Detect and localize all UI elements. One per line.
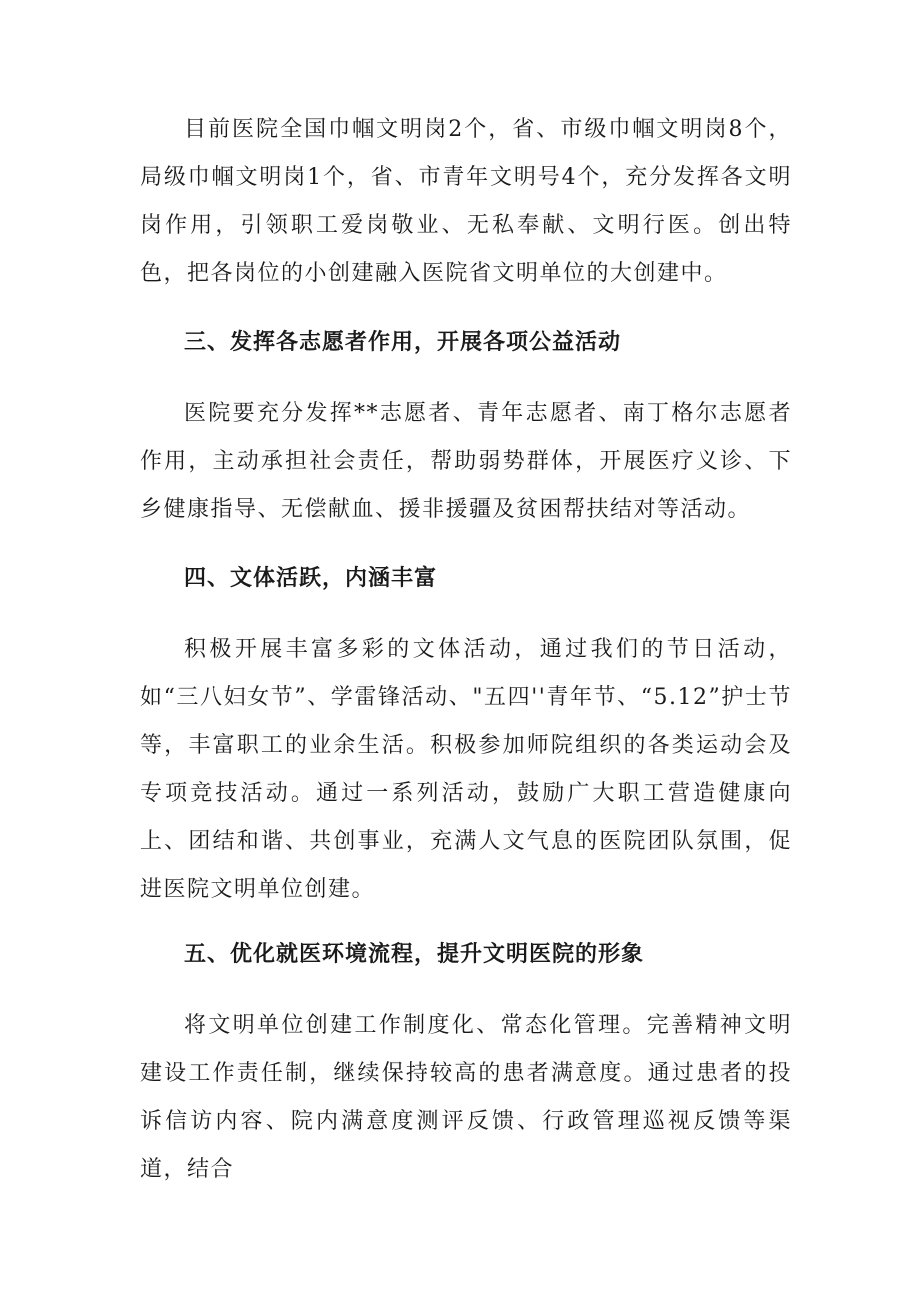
paragraph-text: 将文明单位创建工作制度化、常态化管理。完善精神文明建设工作责任制，继续保持较高的患者满意度。通过患者的投诉信访内容、院内满意度测评反馈、行政管理巡视反馈等渠道，结合 xyxy=(140,1013,792,1182)
paragraph-volunteers xyxy=(140,390,792,534)
section-heading-3 xyxy=(140,328,792,358)
paragraph-text: 医院要充分发挥**志愿者、青年志愿者、南丁格尔志愿者作用，主动承担社会责任，帮助弱势群体，开展医疗义诊、下乡健康指导、无偿献血、援非援疆及贫困帮扶结对等活动。 xyxy=(140,401,792,522)
paragraph-text: 积极开展丰富多彩的文体活动，通过我们的节日活动，如“三八妇女节”、学雷锋活动、"五四''青年节、“5.12”护士节等，丰富职工的业余生活。积极参加师院组织的各类运动会及专项竞技活动。通过一系列活动，鼓励广大职工营造健康向上、团结和谐、共创事业，充满人文气息的医院团队氛围，促进医院文明单位创建。 xyxy=(140,637,792,902)
paragraph-culture-sports xyxy=(140,626,792,914)
section-heading-4 xyxy=(140,564,792,594)
heading-text: 三、发挥各志愿者作用，开展各项公益活动 xyxy=(184,330,622,355)
section-heading-5 xyxy=(140,940,792,970)
paragraph-wenminggang xyxy=(140,106,792,298)
paragraph-text: 目前医院全国巾帼文明岗2个，省、市级巾帼文明岗8个，局级巾帼文明岗1个，省、市青年文明号4个，充分发挥各文明岗作用，引领职工爱岗敬业、无私奉献、文明行医。创出特色，把各岗位的小创建融入医院省文明单位的大创建中。 xyxy=(140,117,792,286)
paragraph-management xyxy=(140,1002,792,1194)
heading-text: 四、文体活跃，内涵丰富 xyxy=(184,566,438,591)
heading-text: 五、优化就医环境流程，提升文明医院的形象 xyxy=(184,942,645,967)
